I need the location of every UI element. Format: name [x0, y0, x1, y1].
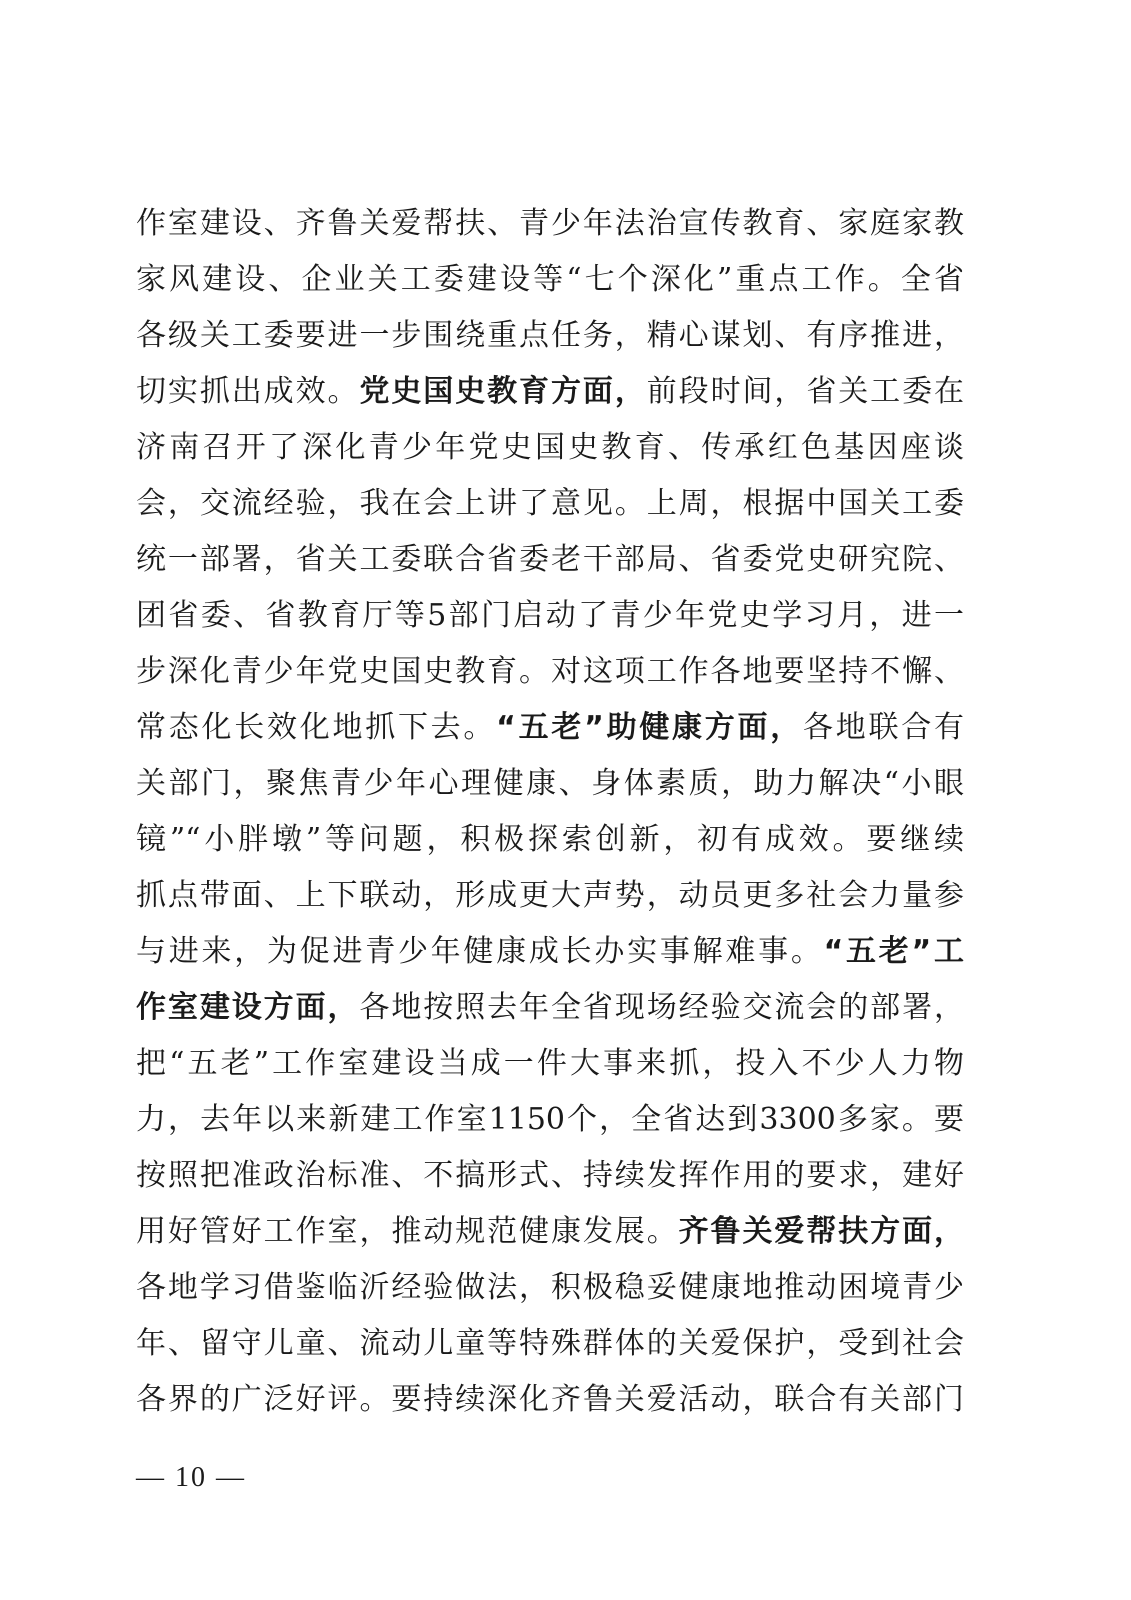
text-line: [136, 420, 964, 476]
text-line: [136, 868, 964, 924]
paragraph-text: 与进来，为促进青少年健康成长办实事解难事。: [136, 934, 824, 969]
paragraph-text: 团省委、省教育厅等5部门启动了青少年党史学习月，进一: [136, 598, 964, 633]
bold-heading-text: “五老”工: [823, 934, 964, 969]
paragraph-text: 各地学习借鉴临沂经验做法，积极稳妥健康地推动困境青少: [136, 1270, 964, 1305]
text-line: [136, 644, 964, 700]
body-text: [136, 196, 964, 1428]
text-line: [136, 364, 964, 420]
paragraph-text: 关部门，聚焦青少年心理健康、身体素质，助力解决“小眼: [136, 766, 964, 801]
text-line: [136, 252, 964, 308]
page-number: — 10 —: [136, 1462, 246, 1493]
paragraph-text: 会，交流经验，我在会上讲了意见。上周，根据中国关工委: [136, 486, 964, 521]
text-line: [136, 1092, 964, 1148]
paragraph-text: 统一部署，省关工委联合省委老干部局、省委党史研究院、: [136, 542, 964, 577]
paragraph-text: 济南召开了深化青少年党史国史教育、传承红色基因座谈: [136, 430, 964, 465]
text-line: [136, 308, 964, 364]
text-line: [136, 1372, 964, 1428]
paragraph-text: 家风建设、企业关工委建设等“七个深化”重点工作。全省: [136, 262, 964, 297]
text-line: [136, 980, 964, 1036]
paragraph-text: 抓点带面、上下联动，形成更大声势，动员更多社会力量参: [136, 878, 964, 913]
bold-heading-text: 齐鲁关爱帮扶方面，: [678, 1214, 965, 1249]
paragraph-text: 年、留守儿童、流动儿童等特殊群体的关爱保护，受到社会: [136, 1326, 964, 1361]
text-line: [136, 1316, 964, 1372]
bold-heading-text: 党史国史教育方面，: [359, 374, 647, 409]
bold-heading-text: 作室建设方面，: [136, 990, 360, 1025]
text-line: [136, 812, 964, 868]
text-line: [136, 588, 964, 644]
text-line: [136, 1260, 964, 1316]
text-line: [136, 196, 964, 252]
paragraph-text: 按照把准政治标准、不搞形式、持续发挥作用的要求，建好: [136, 1158, 964, 1193]
paragraph-text: 把“五老”工作室建设当成一件大事来抓，投入不少人力物: [136, 1046, 964, 1081]
text-line: [136, 1204, 964, 1260]
paragraph-text: 前段时间，省关工委在: [646, 374, 965, 409]
paragraph-text: 步深化青少年党史国史教育。对这项工作各地要坚持不懈、: [136, 654, 964, 689]
paragraph-text: 切实抓出成效。: [136, 374, 360, 409]
text-line: [136, 700, 964, 756]
text-line: [136, 1148, 964, 1204]
paragraph-text: 作室建设、齐鲁关爱帮扶、青少年法治宣传教育、家庭家教: [136, 206, 964, 241]
text-line: [136, 756, 964, 812]
paragraph-text: 各地联合有: [803, 710, 965, 745]
text-line: [136, 532, 964, 588]
paragraph-text: 各级关工委要进一步围绕重点任务，精心谋划、有序推进，: [136, 318, 964, 353]
paragraph-text: 用好管好工作室，推动规范健康发展。: [136, 1214, 679, 1249]
bold-heading-text: “五老”助健康方面，: [496, 710, 804, 745]
paragraph-text: 力，去年以来新建工作室1150个，全省达到3300多家。要: [136, 1102, 964, 1137]
paragraph-text: 镜”“小胖墩”等问题，积极探索创新，初有成效。要继续: [136, 822, 964, 857]
paragraph-text: 常态化长效化地抓下去。: [136, 710, 497, 745]
paragraph-text: 各地按照去年全省现场经验交流会的部署，: [359, 990, 965, 1025]
text-line: [136, 1036, 964, 1092]
paragraph-text: 各界的广泛好评。要持续深化齐鲁关爱活动，联合有关部门: [136, 1382, 964, 1417]
text-line: [136, 924, 964, 980]
text-line: [136, 476, 964, 532]
